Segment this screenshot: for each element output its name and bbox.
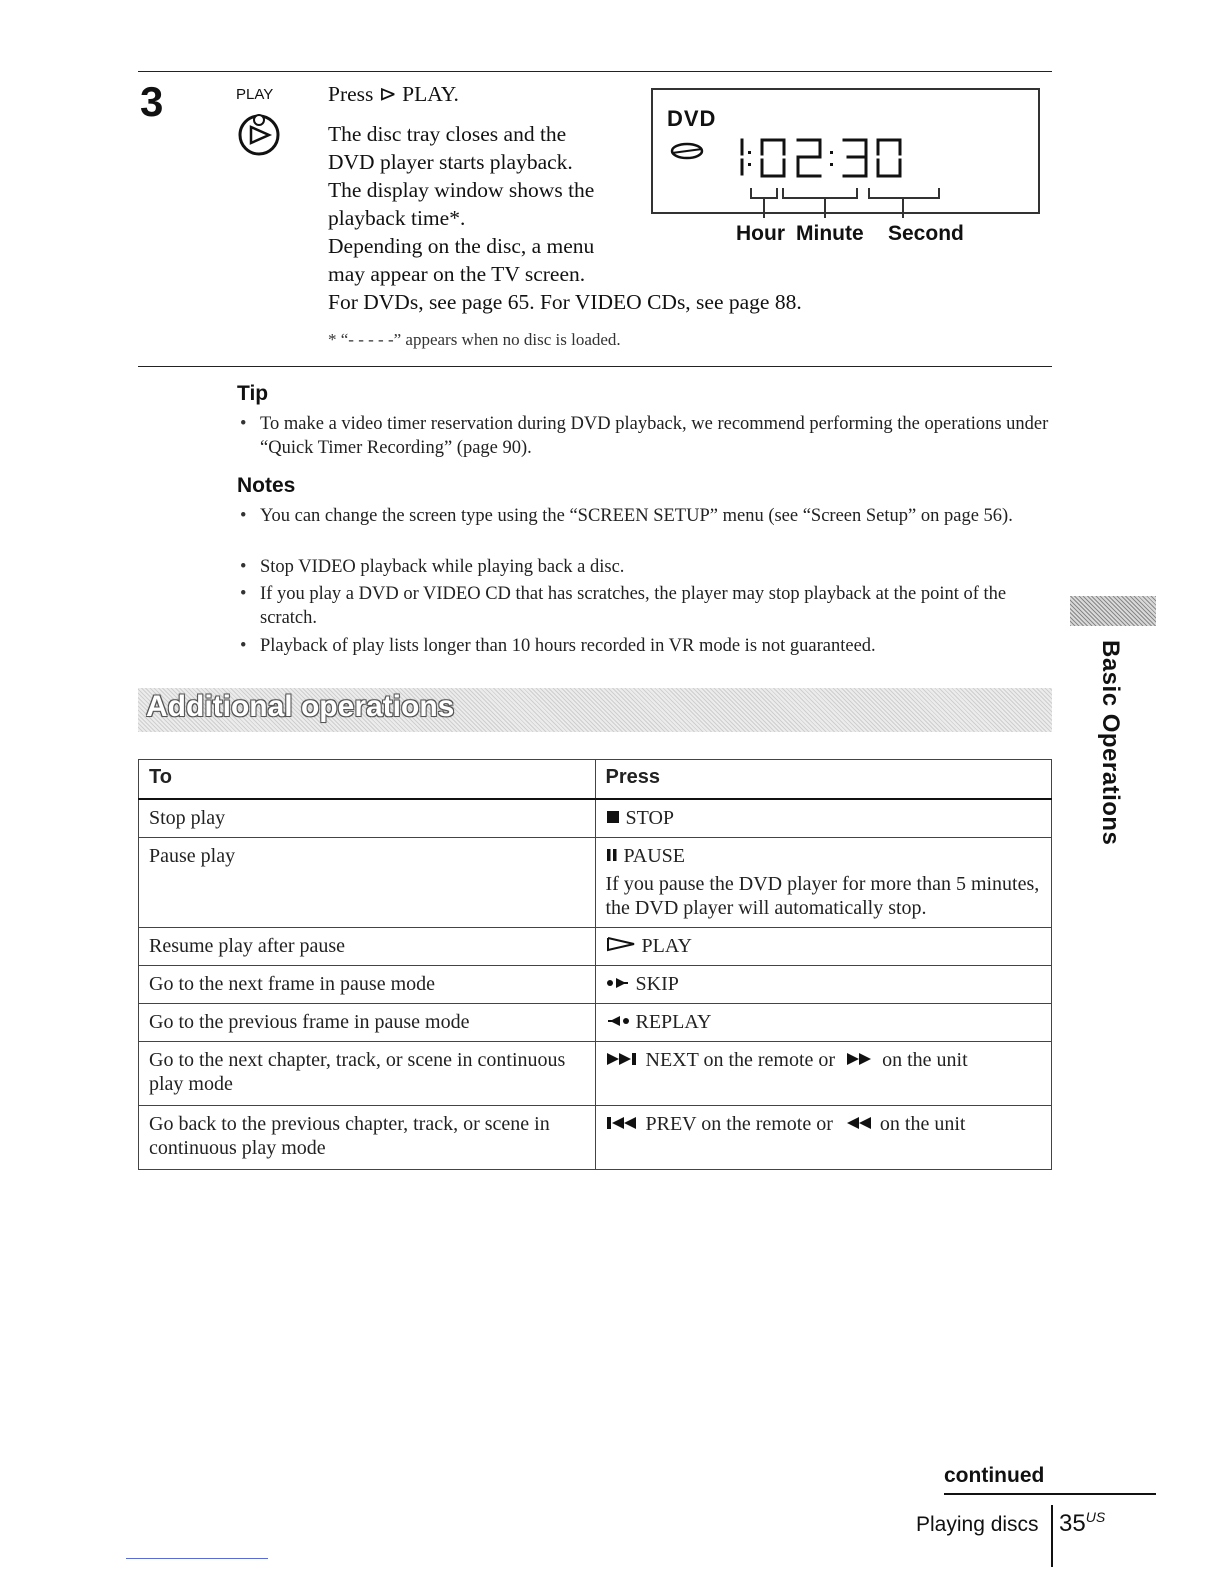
next-icon (606, 1052, 640, 1066)
step-line-3: DVD player starts playback. (328, 150, 573, 174)
row-press (595, 838, 1052, 928)
step-line-4: The display window shows the (328, 178, 595, 202)
row-press (595, 1004, 1052, 1042)
skip-icon (606, 976, 630, 990)
table-row (139, 799, 1052, 838)
note-item-4: Playback of play lists longer than 10 hours recorded in VR mode is not guaranteed. (260, 636, 876, 656)
step-line-2: The disc tray closes and the (328, 122, 567, 146)
operations-table (138, 759, 1052, 1170)
bullet: • (240, 414, 247, 434)
row-press (595, 966, 1052, 1004)
row-press (595, 799, 1052, 838)
replay-icon (606, 1014, 630, 1028)
tip-heading: Tip (237, 382, 269, 405)
step-bottom-rule (138, 366, 1052, 367)
play-icon (606, 936, 636, 952)
page-number-value: 35 (1059, 1510, 1086, 1537)
minute-label: Minute (796, 222, 864, 245)
row-press-label: NEXT on the remote or (645, 1049, 836, 1071)
step-line-7: may appear on the TV screen. (328, 262, 586, 286)
row-press (595, 928, 1052, 966)
hour-label: Hour (736, 222, 785, 245)
footnote: * “- - - - -” appears when no disc is loaded. (328, 330, 621, 349)
row-press-label: PREV on the remote or (645, 1113, 833, 1135)
notes-heading: Notes (237, 474, 296, 497)
footer-rule (944, 1493, 1156, 1495)
step-line-1: Press ⊳ PLAY. (328, 82, 459, 106)
note-item-1: You can change the screen type using the “SCREEN SETUP” menu (see “Screen Setup” on page 56). (260, 506, 1013, 526)
table-header-row (139, 760, 1052, 800)
step-line-6: Depending on the disc, a menu (328, 234, 595, 258)
row-press-label: REPLAY (635, 1011, 712, 1033)
row-press-label: STOP (625, 807, 675, 829)
continued-label: continued (944, 1464, 1045, 1487)
bullet: • (240, 506, 247, 526)
step-line-8: For DVDs, see page 65. For VIDEO CDs, see page 88. (328, 290, 802, 314)
display-brackets (745, 188, 950, 218)
second-label: Second (888, 222, 964, 245)
page-number (1059, 1509, 1105, 1538)
stop-icon (606, 810, 620, 824)
row-to: Go to the next chapter, track, or scene in continuous play mode (139, 1042, 596, 1106)
header-press: Press (595, 760, 1052, 800)
row-to: Go to the previous frame in pause mode (139, 1004, 596, 1042)
table-row (139, 838, 1052, 928)
bullet: • (240, 557, 247, 577)
page-number-suffix: US (1085, 1509, 1106, 1525)
bullet: • (240, 636, 247, 656)
step-number: 3 (140, 78, 164, 125)
table-row (139, 1042, 1052, 1106)
display-mode-label: DVD (667, 106, 717, 131)
row-press-label: PLAY (641, 935, 692, 957)
disc-icon (668, 141, 706, 161)
row-press (595, 1042, 1052, 1106)
side-tab-marker (1070, 596, 1156, 626)
row-to: Pause play (139, 838, 596, 928)
row-press (595, 1106, 1052, 1170)
row-to: Stop play (139, 799, 596, 838)
row-press-note: If you pause the DVD player for more than 5 minutes, the DVD player will automatically stop. (605, 873, 1040, 919)
row-press-label: SKIP (635, 973, 679, 995)
row-press-suffix: on the unit (879, 1113, 966, 1135)
fast-forward-icon (846, 1052, 876, 1066)
step-line-5: playback time*. (328, 206, 466, 230)
row-to: Go back to the previous chapter, track, or scene in continuous play mode (139, 1106, 596, 1170)
footer-divider (1051, 1505, 1053, 1567)
row-press-label: PAUSE (623, 845, 686, 867)
play-button-label: PLAY (236, 86, 274, 103)
header-to: To (139, 760, 596, 800)
table-row (139, 1004, 1052, 1042)
rewind-icon (844, 1116, 874, 1130)
play-button-icon (237, 112, 281, 156)
top-rule (138, 71, 1052, 72)
bullet: • (240, 584, 247, 604)
note-item-3: If you play a DVD or VIDEO CD that has scratches, the player may stop playback at the point of the scratch. (260, 584, 1007, 628)
table-row (139, 1106, 1052, 1170)
table-row (139, 928, 1052, 966)
row-press-suffix: on the unit (882, 1049, 968, 1071)
prev-icon (606, 1116, 640, 1130)
row-to: Resume play after pause (139, 928, 596, 966)
section-title: Additional operations (146, 690, 455, 723)
note-item-2: Stop VIDEO playback while playing back a disc. (260, 557, 625, 577)
footer-section: Playing discs (916, 1513, 1039, 1536)
row-to: Go to the next frame in pause mode (139, 966, 596, 1004)
bottom-blue-line (126, 1558, 268, 1559)
display-time-readout (728, 120, 960, 194)
side-tab-label: Basic Operations (1097, 640, 1124, 846)
pause-icon (606, 848, 618, 862)
table-row (139, 966, 1052, 1004)
tip-item-1: To make a video timer reservation during DVD playback, we recommend performing the operations under “Quick Timer Recording” (page 90). (260, 414, 1049, 458)
